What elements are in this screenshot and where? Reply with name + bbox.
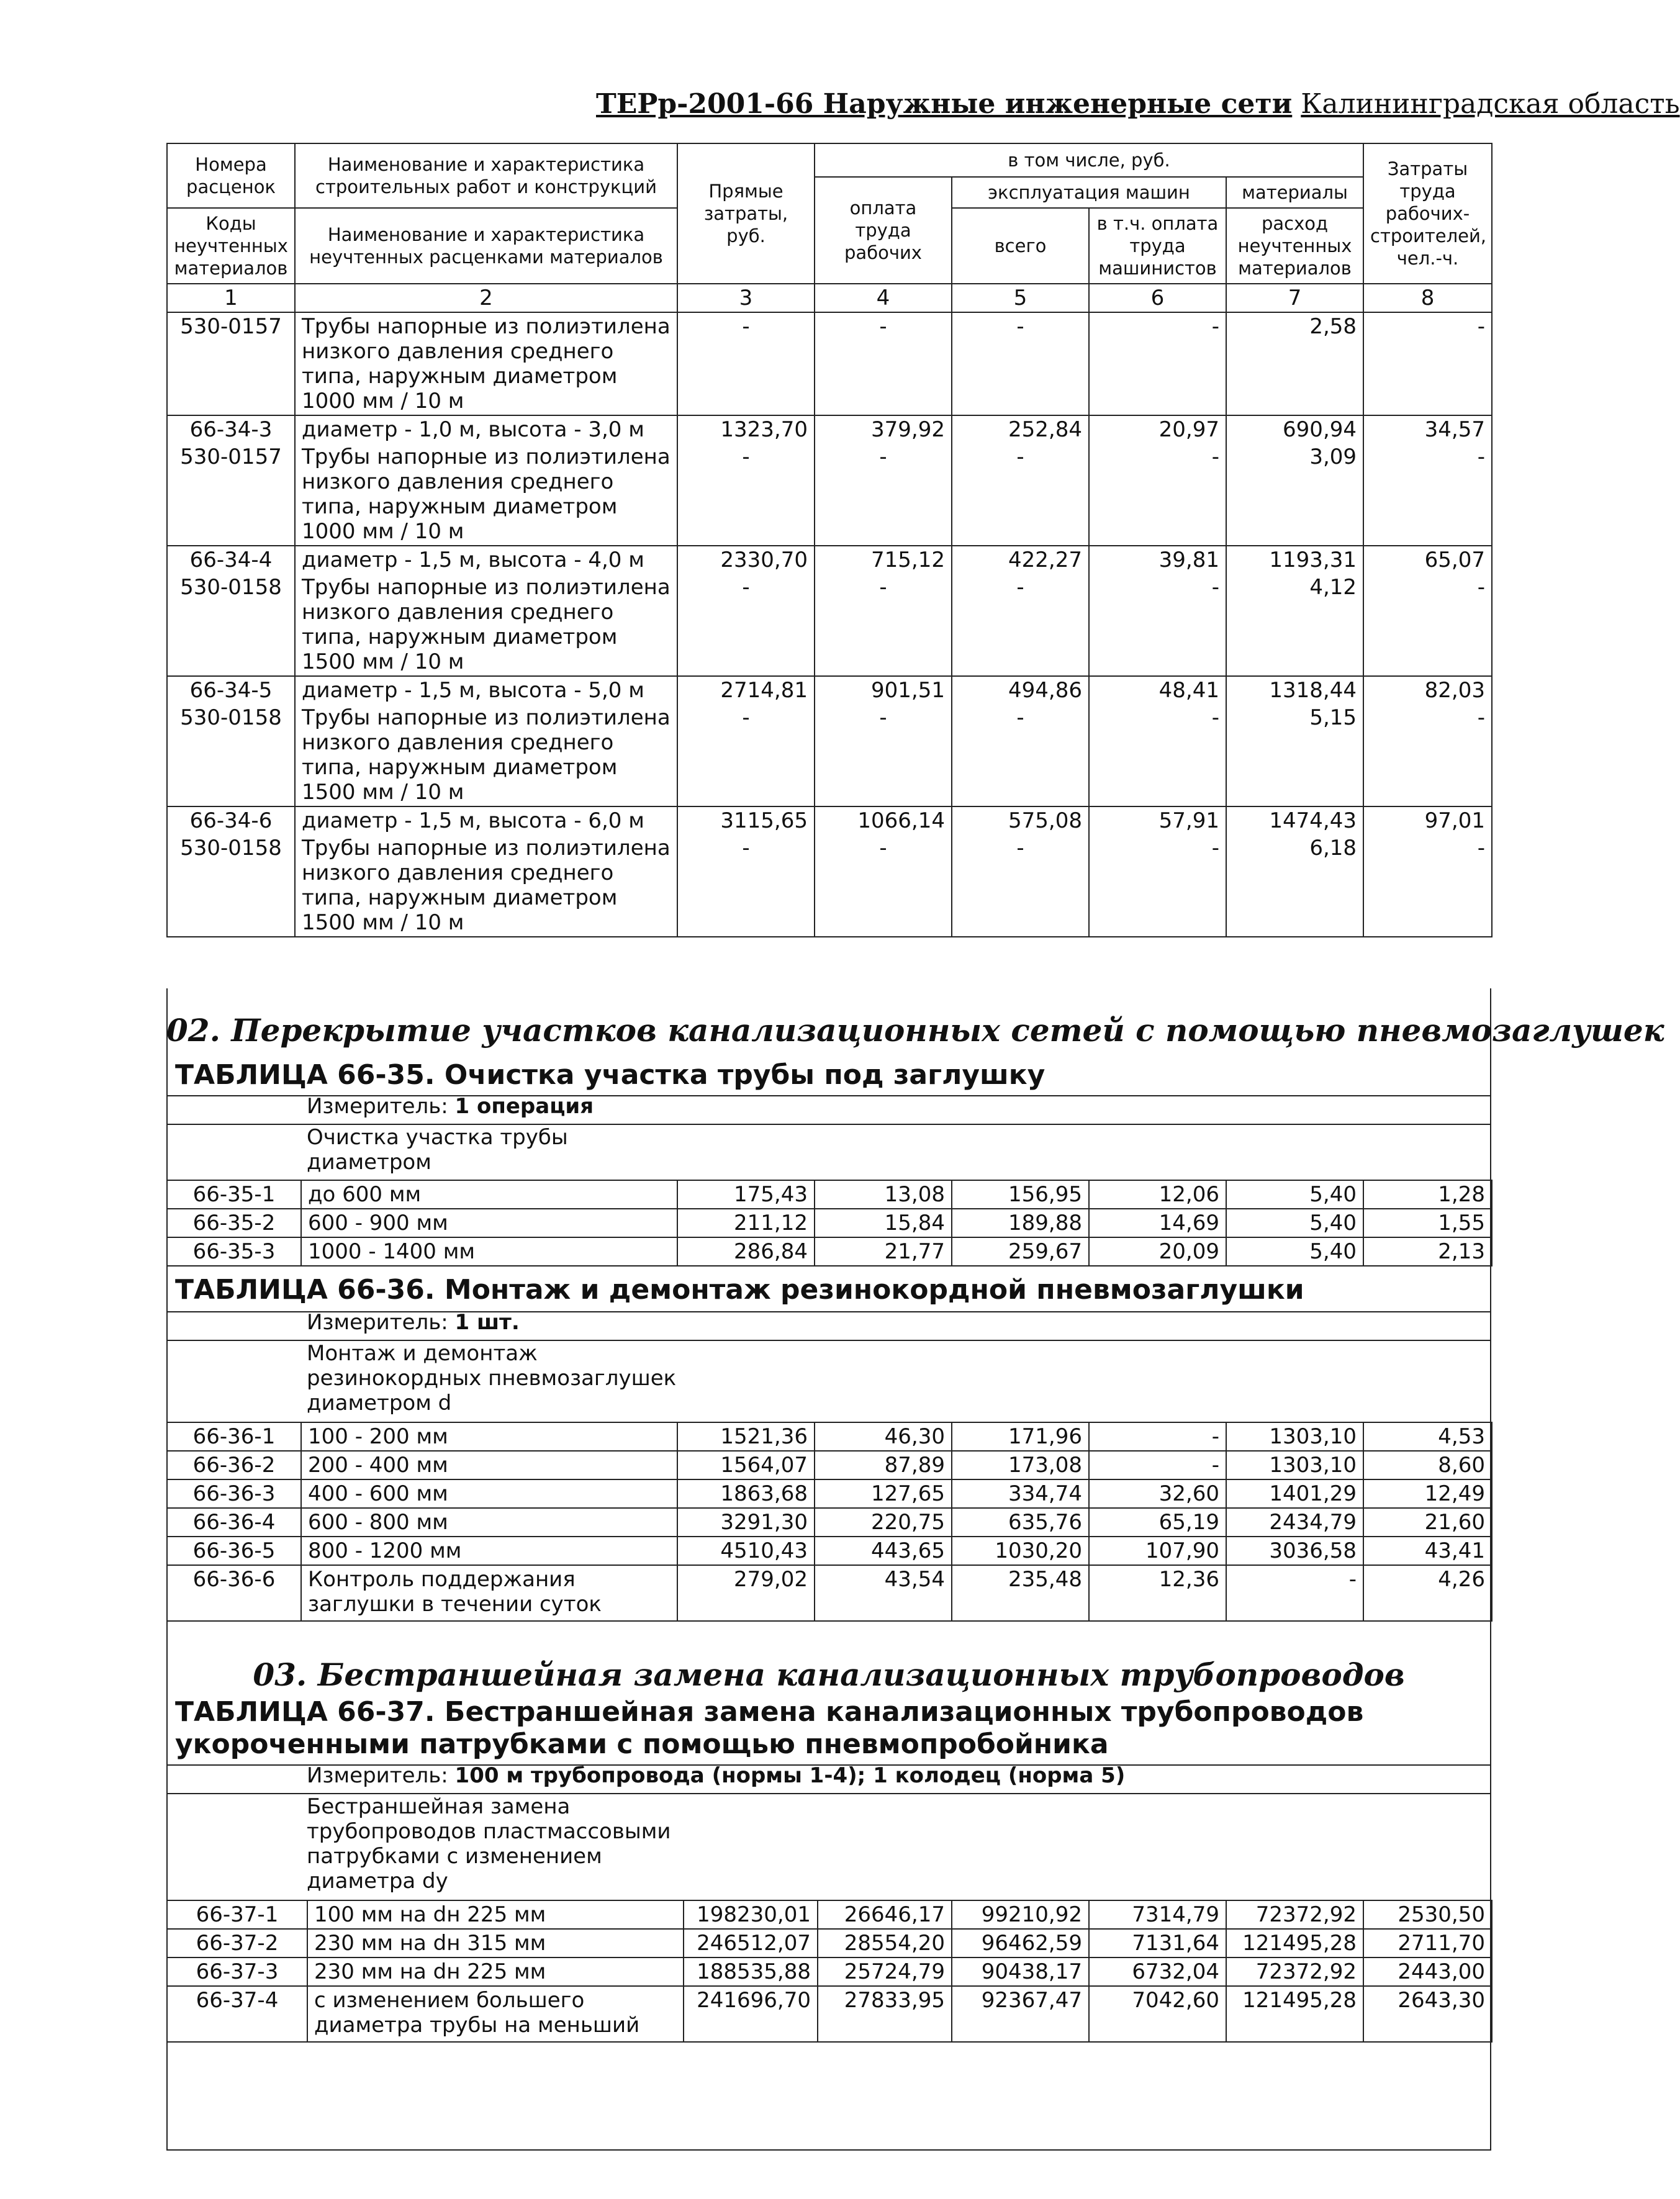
cell-worker-pay: 25724,79 bbox=[818, 1957, 952, 1986]
cell-machinist-pay: 20,09 bbox=[1089, 1237, 1226, 1266]
row-code: 66-34-3 bbox=[167, 415, 295, 443]
cell-worker-pay: - bbox=[815, 704, 952, 806]
cell-direct-costs: 3115,65 bbox=[677, 806, 815, 834]
table-66-36-description: Монтаж и демонтаж резинокордных пневмозаглушек диаметром d bbox=[307, 1341, 677, 1416]
cell-labor: 2643,30 bbox=[1363, 1986, 1492, 2042]
cell-machinist-pay: - bbox=[1089, 1422, 1226, 1451]
cell-worker-pay: - bbox=[815, 574, 952, 676]
row-code: 66-36-4 bbox=[167, 1508, 301, 1537]
header-labor-costs: Затраты труда рабочих-строителей, чел.-ч. bbox=[1363, 143, 1492, 284]
cell-labor: 82,03 bbox=[1363, 676, 1492, 704]
row-name: диаметр - 1,5 м, высота - 5,0 м bbox=[295, 676, 677, 704]
row-code: 66-36-5 bbox=[167, 1537, 301, 1565]
measure-value: 100 м трубопровода (нормы 1-4); 1 колодец (норма 5) bbox=[454, 1763, 1126, 1788]
row-name: диаметр - 1,5 м, высота - 4,0 м bbox=[295, 546, 677, 574]
header-machines: эксплуатация машин bbox=[952, 177, 1226, 208]
cell-worker-pay: 1066,14 bbox=[815, 806, 952, 834]
cell-materials: 72372,92 bbox=[1226, 1900, 1363, 1929]
cell-machines: 334,74 bbox=[952, 1479, 1089, 1508]
cell-labor: 4,26 bbox=[1363, 1565, 1492, 1621]
cell-direct-costs: - bbox=[677, 704, 815, 806]
cell-worker-pay: 21,77 bbox=[815, 1237, 952, 1266]
cell-machinist-pay: 12,36 bbox=[1089, 1565, 1226, 1621]
table-row bbox=[167, 1451, 1492, 1479]
row-code: 66-37-4 bbox=[167, 1986, 307, 2042]
cell-direct-costs: 1564,07 bbox=[677, 1451, 815, 1479]
measure-value: 1 операция bbox=[454, 1094, 594, 1119]
cell-direct-costs: - bbox=[677, 834, 815, 937]
measure-label: Измеритель: bbox=[307, 1763, 448, 1788]
cell-worker-pay: 13,08 bbox=[815, 1180, 952, 1209]
cell-labor: 97,01 bbox=[1363, 806, 1492, 834]
cell-machinist-pay: 6732,04 bbox=[1089, 1957, 1226, 1986]
cell-materials: 2434,79 bbox=[1226, 1508, 1363, 1537]
cell-materials: 6,18 bbox=[1226, 834, 1363, 937]
cell-machinist-pay: 48,41 bbox=[1089, 676, 1226, 704]
cell-machines: 422,27 bbox=[952, 546, 1089, 574]
cell-machines: 235,48 bbox=[952, 1565, 1089, 1621]
cell-materials: 3036,58 bbox=[1226, 1537, 1363, 1565]
row-code: 530-0157 bbox=[167, 312, 295, 415]
table-row bbox=[167, 1422, 1492, 1451]
row-name: Трубы напорные из полиэтилена низкого давления среднего типа, наружным диаметром 1500 мм / 10 м bbox=[295, 834, 677, 937]
cell-worker-pay: 379,92 bbox=[815, 415, 952, 443]
cell-direct-costs: 246512,07 bbox=[684, 1929, 818, 1957]
cell-machinist-pay: - bbox=[1089, 574, 1226, 676]
cell-worker-pay: 220,75 bbox=[815, 1508, 952, 1537]
cell-labor: 43,41 bbox=[1363, 1537, 1492, 1565]
cell-worker-pay: 901,51 bbox=[815, 676, 952, 704]
cell-machinist-pay: 7042,60 bbox=[1089, 1986, 1226, 2042]
cell-machinist-pay: - bbox=[1089, 312, 1226, 415]
cell-machines: 96462,59 bbox=[952, 1929, 1089, 1957]
row-code: 66-34-5 bbox=[167, 676, 295, 704]
column-number: 7 bbox=[1226, 284, 1363, 312]
table-row bbox=[167, 415, 1492, 443]
table-row bbox=[167, 1479, 1492, 1508]
cell-materials: 121495,28 bbox=[1226, 1986, 1363, 2042]
table-row bbox=[167, 1508, 1492, 1537]
row-code: 530-0158 bbox=[167, 834, 295, 937]
cell-direct-costs: - bbox=[677, 312, 815, 415]
table-row bbox=[167, 1929, 1492, 1957]
cell-machines: 635,76 bbox=[952, 1508, 1089, 1537]
table-66-37-description: Бестраншейная замена трубопроводов пластмассовыми патрубками с изменением диаметра dy bbox=[307, 1794, 671, 1894]
cell-worker-pay: 87,89 bbox=[815, 1451, 952, 1479]
cell-labor: 65,07 bbox=[1363, 546, 1492, 574]
row-name: 800 - 1200 мм bbox=[301, 1537, 677, 1565]
row-name: диаметр - 1,0 м, высота - 3,0 м bbox=[295, 415, 677, 443]
cell-machines: - bbox=[952, 834, 1089, 937]
region-name: Калининградская область bbox=[1301, 88, 1680, 120]
cell-worker-pay: 715,12 bbox=[815, 546, 952, 574]
cell-direct-costs: 241696,70 bbox=[684, 1986, 818, 2042]
cell-machinist-pay: 57,91 bbox=[1089, 806, 1226, 834]
cell-machinist-pay: - bbox=[1089, 443, 1226, 546]
row-code: 66-34-6 bbox=[167, 806, 295, 834]
cell-labor: 1,55 bbox=[1363, 1209, 1492, 1237]
cell-materials: 72372,92 bbox=[1226, 1957, 1363, 1986]
header-direct-costs: Прямые затраты, руб. bbox=[677, 143, 815, 284]
cell-machinist-pay: 65,19 bbox=[1089, 1508, 1226, 1537]
cell-labor: - bbox=[1363, 443, 1492, 546]
cell-direct-costs: 175,43 bbox=[677, 1180, 815, 1209]
cell-machinist-pay: - bbox=[1089, 834, 1226, 937]
row-name: Контроль поддержания заглушки в течении суток bbox=[301, 1565, 677, 1621]
table-row bbox=[167, 676, 1492, 704]
cell-machines: - bbox=[952, 312, 1089, 415]
column-number: 4 bbox=[815, 284, 952, 312]
row-code: 66-34-4 bbox=[167, 546, 295, 574]
header-material-codes: Коды неучтенных материалов bbox=[167, 208, 295, 284]
row-name: Трубы напорные из полиэтилена низкого давления среднего типа, наружным диаметром 1500 мм / 10 м bbox=[295, 704, 677, 806]
table-66-37-measure bbox=[307, 1763, 1125, 1788]
header-material-name: Наименование и характеристика неучтенных расценками материалов bbox=[295, 208, 677, 284]
cell-labor: 2530,50 bbox=[1363, 1900, 1492, 1929]
row-code: 530-0158 bbox=[167, 704, 295, 806]
cell-direct-costs: 3291,30 bbox=[677, 1508, 815, 1537]
table-66-35 bbox=[166, 1180, 1493, 1267]
row-code: 66-35-3 bbox=[167, 1237, 301, 1266]
table-row bbox=[167, 704, 1492, 806]
cell-labor: 21,60 bbox=[1363, 1508, 1492, 1537]
table-66-35-measure bbox=[307, 1094, 594, 1119]
header-work-name: Наименование и характеристика строительных работ и конструкций bbox=[295, 143, 677, 208]
cell-worker-pay: - bbox=[815, 443, 952, 546]
header-material-consumption: расход неучтенных материалов bbox=[1226, 208, 1363, 284]
cell-labor: 2711,70 bbox=[1363, 1929, 1492, 1957]
cell-machinist-pay: 32,60 bbox=[1089, 1479, 1226, 1508]
cell-machines: 171,96 bbox=[952, 1422, 1089, 1451]
cell-materials: 690,94 bbox=[1226, 415, 1363, 443]
row-name: Трубы напорные из полиэтилена низкого давления среднего типа, наружным диаметром 1000 мм / 10 м bbox=[295, 443, 677, 546]
cell-worker-pay: 15,84 bbox=[815, 1209, 952, 1237]
cell-machines: 173,08 bbox=[952, 1451, 1089, 1479]
cell-worker-pay: - bbox=[815, 312, 952, 415]
cell-materials: 121495,28 bbox=[1226, 1929, 1363, 1957]
cell-worker-pay: 127,65 bbox=[815, 1479, 952, 1508]
cell-materials: 1474,43 bbox=[1226, 806, 1363, 834]
row-code: 66-37-1 bbox=[167, 1900, 307, 1929]
row-name: 200 - 400 мм bbox=[301, 1451, 677, 1479]
cell-materials: 5,40 bbox=[1226, 1237, 1363, 1266]
header-machines-total: всего bbox=[952, 208, 1089, 284]
cell-labor: 34,57 bbox=[1363, 415, 1492, 443]
cell-worker-pay: 26646,17 bbox=[818, 1900, 952, 1929]
header-materials: материалы bbox=[1226, 177, 1363, 208]
measure-value: 1 шт. bbox=[454, 1310, 520, 1335]
cell-direct-costs: 188535,88 bbox=[684, 1957, 818, 1986]
table-66-36-measure bbox=[307, 1310, 520, 1335]
table-row bbox=[167, 1537, 1492, 1565]
row-name: Трубы напорные из полиэтилена низкого давления среднего типа, наружным диаметром 1500 мм / 10 м bbox=[295, 574, 677, 676]
table-66-35-title: ТАБЛИЦА 66-35. Очистка участка трубы под заглушку bbox=[175, 1059, 1045, 1091]
cell-machines: 156,95 bbox=[952, 1180, 1089, 1209]
cell-machinist-pay: - bbox=[1089, 1451, 1226, 1479]
column-number: 6 bbox=[1089, 284, 1226, 312]
cell-machines: 189,88 bbox=[952, 1209, 1089, 1237]
cell-materials: 5,40 bbox=[1226, 1180, 1363, 1209]
cell-materials: 5,15 bbox=[1226, 704, 1363, 806]
cell-direct-costs: 1863,68 bbox=[677, 1479, 815, 1508]
row-name: до 600 мм bbox=[301, 1180, 677, 1209]
header-rate-numbers: Номера расценок bbox=[167, 143, 295, 208]
row-name: 1000 - 1400 мм bbox=[301, 1237, 677, 1266]
row-code: 66-35-1 bbox=[167, 1180, 301, 1209]
cell-materials: 3,09 bbox=[1226, 443, 1363, 546]
cell-machines: - bbox=[952, 574, 1089, 676]
cell-machinist-pay: 107,90 bbox=[1089, 1537, 1226, 1565]
cell-direct-costs: 286,84 bbox=[677, 1237, 815, 1266]
column-number: 3 bbox=[677, 284, 815, 312]
cell-direct-costs: - bbox=[677, 574, 815, 676]
row-code: 530-0158 bbox=[167, 574, 295, 676]
table-row bbox=[167, 546, 1492, 574]
row-name: диаметр - 1,5 м, высота - 6,0 м bbox=[295, 806, 677, 834]
cell-machinist-pay: 12,06 bbox=[1089, 1180, 1226, 1209]
table-66-36 bbox=[166, 1422, 1493, 1622]
cell-labor: - bbox=[1363, 704, 1492, 806]
cell-labor: 8,60 bbox=[1363, 1451, 1492, 1479]
cell-worker-pay: 28554,20 bbox=[818, 1929, 952, 1957]
cell-worker-pay: 43,54 bbox=[815, 1565, 952, 1621]
cell-labor: 4,53 bbox=[1363, 1422, 1492, 1451]
measure-label: Измеритель: bbox=[307, 1094, 448, 1119]
row-code: 66-36-3 bbox=[167, 1479, 301, 1508]
cell-direct-costs: - bbox=[677, 443, 815, 546]
cell-materials: - bbox=[1226, 1565, 1363, 1621]
cell-machines: 575,08 bbox=[952, 806, 1089, 834]
cell-machinist-pay: 7131,64 bbox=[1089, 1929, 1226, 1957]
cell-worker-pay: 443,65 bbox=[815, 1537, 952, 1565]
column-number: 1 bbox=[167, 284, 295, 312]
cell-machines: - bbox=[952, 704, 1089, 806]
row-name: 400 - 600 мм bbox=[301, 1479, 677, 1508]
cell-materials: 1193,31 bbox=[1226, 546, 1363, 574]
cell-labor: - bbox=[1363, 834, 1492, 937]
row-name: 100 - 200 мм bbox=[301, 1422, 677, 1451]
cell-machinist-pay: 20,97 bbox=[1089, 415, 1226, 443]
row-name: 100 мм на dн 225 мм bbox=[307, 1900, 684, 1929]
row-code: 66-36-1 bbox=[167, 1422, 301, 1451]
cell-worker-pay: - bbox=[815, 834, 952, 937]
cell-direct-costs: 1323,70 bbox=[677, 415, 815, 443]
table-row bbox=[167, 1180, 1492, 1209]
section-02-title: 02. Перекрытие участков канализационных сетей с помощью пневмозаглушек bbox=[166, 1012, 1664, 1049]
cell-machines: 99210,92 bbox=[952, 1900, 1089, 1929]
table-row bbox=[167, 1957, 1492, 1986]
row-code: 530-0157 bbox=[167, 443, 295, 546]
document-title: ТЕРр-2001-66 Наружные инженерные сети bbox=[596, 88, 1293, 120]
row-code: 66-35-2 bbox=[167, 1209, 301, 1237]
cell-machinist-pay: 39,81 bbox=[1089, 546, 1226, 574]
table-row bbox=[167, 834, 1492, 937]
cell-machines: - bbox=[952, 443, 1089, 546]
row-name: 600 - 800 мм bbox=[301, 1508, 677, 1537]
cell-machines: 252,84 bbox=[952, 415, 1089, 443]
cell-direct-costs: 1521,36 bbox=[677, 1422, 815, 1451]
row-name: 600 - 900 мм bbox=[301, 1209, 677, 1237]
cell-machinist-pay: - bbox=[1089, 704, 1226, 806]
cell-direct-costs: 2330,70 bbox=[677, 546, 815, 574]
cell-direct-costs: 4510,43 bbox=[677, 1537, 815, 1565]
cell-worker-pay: 46,30 bbox=[815, 1422, 952, 1451]
cell-labor: 2,13 bbox=[1363, 1237, 1492, 1266]
cell-materials: 1303,10 bbox=[1226, 1422, 1363, 1451]
row-code: 66-37-2 bbox=[167, 1929, 307, 1957]
column-number: 5 bbox=[952, 284, 1089, 312]
cell-direct-costs: 2714,81 bbox=[677, 676, 815, 704]
cell-materials: 5,40 bbox=[1226, 1209, 1363, 1237]
cell-machines: 1030,20 bbox=[952, 1537, 1089, 1565]
cell-materials: 1303,10 bbox=[1226, 1451, 1363, 1479]
section-03-title: 03. Бестраншейная замена канализационных трубопроводов bbox=[253, 1656, 1405, 1693]
cell-direct-costs: 198230,01 bbox=[684, 1900, 818, 1929]
cell-labor: - bbox=[1363, 312, 1492, 415]
header-worker-pay: оплата труда рабочих bbox=[815, 177, 952, 284]
table-row bbox=[167, 1986, 1492, 2042]
row-code: 66-36-2 bbox=[167, 1451, 301, 1479]
table-66-35-description: Очистка участка трубы диаметром bbox=[307, 1125, 568, 1175]
table-row bbox=[167, 1900, 1492, 1929]
table-row bbox=[167, 1237, 1492, 1266]
row-name: с изменением большего диаметра трубы на меньший bbox=[307, 1986, 684, 2042]
cell-labor: - bbox=[1363, 574, 1492, 676]
row-code: 66-37-3 bbox=[167, 1957, 307, 1986]
table-row bbox=[167, 806, 1492, 834]
table-row bbox=[167, 1209, 1492, 1237]
cell-labor: 1,28 bbox=[1363, 1180, 1492, 1209]
row-name: 230 мм на dн 315 мм bbox=[307, 1929, 684, 1957]
column-number: 8 bbox=[1363, 284, 1492, 312]
cell-labor: 12,49 bbox=[1363, 1479, 1492, 1508]
cell-machines: 259,67 bbox=[952, 1237, 1089, 1266]
row-name: Трубы напорные из полиэтилена низкого давления среднего типа, наружным диаметром 1000 мм / 10 м bbox=[295, 312, 677, 415]
row-name: 230 мм на dн 225 мм bbox=[307, 1957, 684, 1986]
cell-machines: 90438,17 bbox=[952, 1957, 1089, 1986]
cell-materials: 2,58 bbox=[1226, 312, 1363, 415]
table-66-37 bbox=[166, 1900, 1493, 2043]
header-including: в том числе, руб. bbox=[815, 143, 1363, 177]
cell-machines: 92367,47 bbox=[952, 1986, 1089, 2042]
cell-materials: 4,12 bbox=[1226, 574, 1363, 676]
table-row bbox=[167, 312, 1492, 415]
measure-label: Измеритель: bbox=[307, 1310, 448, 1335]
table-row bbox=[167, 574, 1492, 676]
cell-labor: 2443,00 bbox=[1363, 1957, 1492, 1986]
cell-machines: 494,86 bbox=[952, 676, 1089, 704]
cell-materials: 1318,44 bbox=[1226, 676, 1363, 704]
row-code: 66-36-6 bbox=[167, 1565, 301, 1621]
cell-materials: 1401,29 bbox=[1226, 1479, 1363, 1508]
main-table bbox=[166, 143, 1493, 937]
cell-direct-costs: 279,02 bbox=[677, 1565, 815, 1621]
cell-direct-costs: 211,12 bbox=[677, 1209, 815, 1237]
cell-machinist-pay: 14,69 bbox=[1089, 1209, 1226, 1237]
table-row bbox=[167, 443, 1492, 546]
table-row bbox=[167, 1565, 1492, 1621]
cell-worker-pay: 27833,95 bbox=[818, 1986, 952, 2042]
page-header bbox=[596, 87, 1680, 122]
cell-machinist-pay: 7314,79 bbox=[1089, 1900, 1226, 1929]
column-number: 2 bbox=[295, 284, 677, 312]
table-66-37-title: ТАБЛИЦА 66-37. Бестраншейная замена канализационных трубопроводов укороченными патрубками с помощью пневмопробойника bbox=[175, 1696, 1364, 1760]
header-machinist-pay: в т.ч. оплата труда машинистов bbox=[1089, 208, 1226, 284]
table-66-36-title: ТАБЛИЦА 66-36. Монтаж и демонтаж резинокордной пневмозаглушки bbox=[175, 1274, 1304, 1306]
